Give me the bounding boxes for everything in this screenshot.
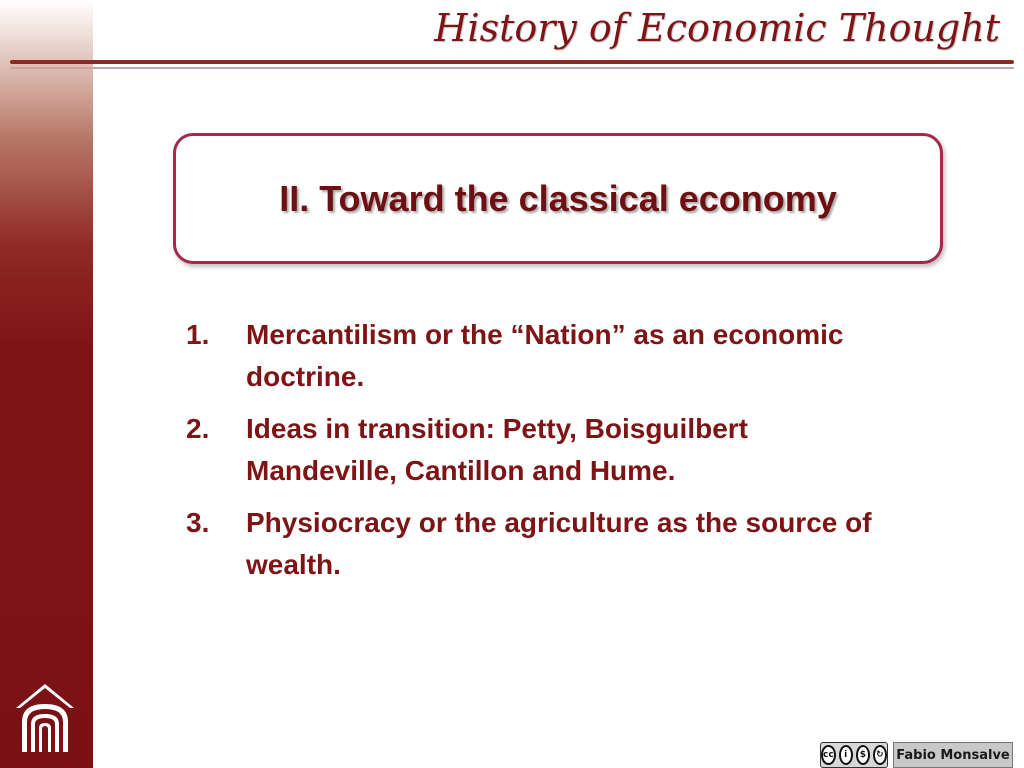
by-icon: i [839,745,853,765]
list-item [186,408,906,492]
list-item-number: 3. [186,507,210,538]
slide-title: II. Toward the classical economy [279,177,837,219]
list-item [186,502,906,586]
topic-list [186,314,906,596]
author-credit: Fabio Monsalve [893,742,1013,768]
list-item-text: Ideas in transition: Petty, Boisguilbert Mandeville, Cantillon and Hume. [246,413,748,486]
list-item-text: Mercantilism or the “Nation” as an economic doctrine. [246,319,844,392]
list-item-number: 1. [186,319,210,350]
header-divider-thin [10,67,1014,69]
list-item [186,314,906,398]
left-sidebar-band [0,0,93,768]
cc-icon: cc [821,745,836,765]
creative-commons-badge [820,742,888,768]
header-divider [10,60,1014,64]
nc-icon: $ [856,745,870,765]
slide-title-box [173,133,943,264]
header-title: History of Economic Thought [434,6,1000,50]
sa-icon: ↻ [873,745,887,765]
list-item-number: 2. [186,413,210,444]
list-item-text: Physiocracy or the agriculture as the source of wealth. [246,507,872,580]
university-arch-logo-icon [12,682,78,754]
